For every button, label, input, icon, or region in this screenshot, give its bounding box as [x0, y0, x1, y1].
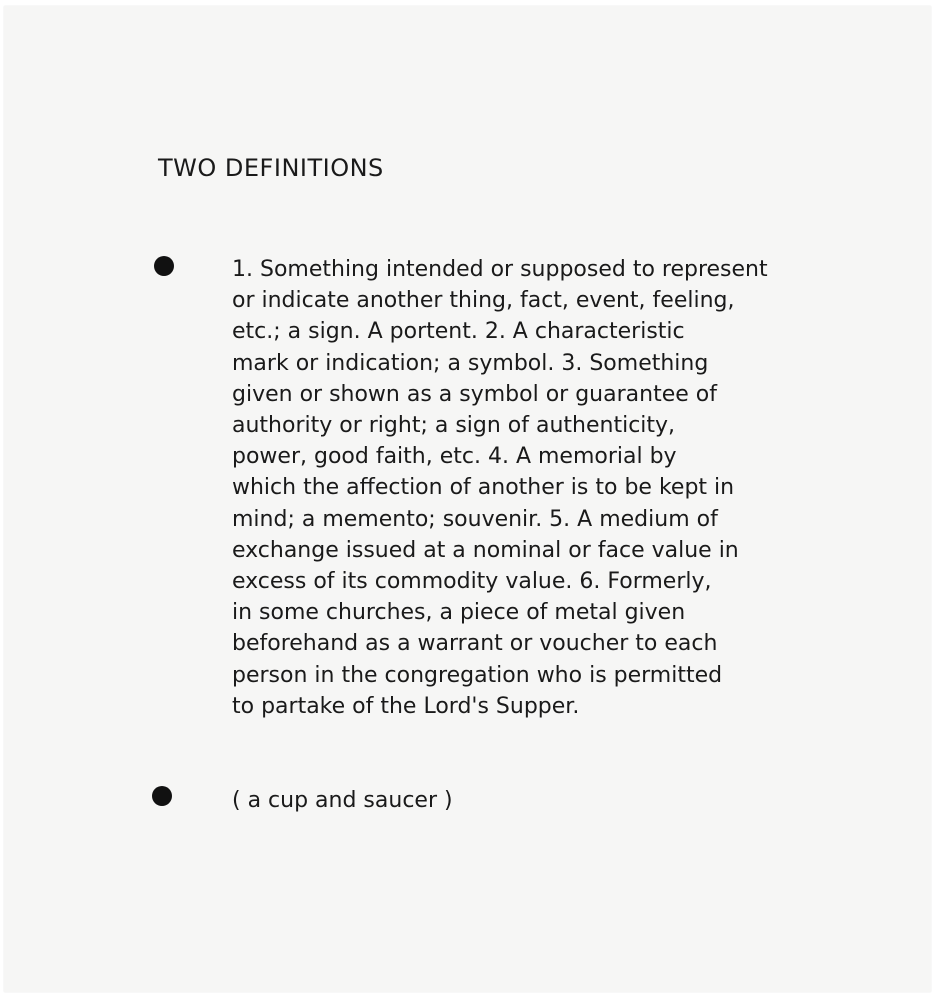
definition-line: power, good faith, etc. 4. A memorial by — [232, 444, 677, 470]
definition-text — [232, 254, 832, 722]
definition-line: etc.; a sign. A portent. 2. A characteristic — [232, 319, 685, 345]
definition-line: given or shown as a symbol or guarantee of — [232, 381, 717, 407]
definition-line: to partake of the Lord's Supper. — [232, 693, 580, 719]
bullet-dot-icon — [152, 786, 172, 806]
paper-sheet — [4, 6, 931, 992]
definition-line: authority or right; a sign of authenticity, — [232, 413, 676, 439]
page-title: TWO DEFINITIONS — [158, 154, 384, 182]
definition-line: person in the congregation who is permitted — [232, 662, 723, 688]
definition-line: mind; a memento; souvenir. 5. A medium of — [232, 506, 718, 532]
definition-line: excess of its commodity value. 6. Formerly, — [232, 569, 712, 595]
second-definition-text: ( a cup and saucer ) — [232, 788, 453, 813]
definition-line: beforehand as a warrant or voucher to each — [232, 631, 718, 657]
definition-line: mark or indication; a symbol. 3. Something — [232, 350, 709, 376]
definition-line: exchange issued at a nominal or face value in — [232, 537, 739, 563]
definition-line: which the affection of another is to be kept in — [232, 475, 735, 501]
bullet-dot-icon — [154, 256, 174, 276]
definition-line: 1. Something intended or supposed to represent — [232, 257, 768, 282]
definition-line: or indicate another thing, fact, event, feeling, — [232, 288, 735, 314]
definition-line: in some churches, a piece of metal given — [232, 600, 686, 626]
